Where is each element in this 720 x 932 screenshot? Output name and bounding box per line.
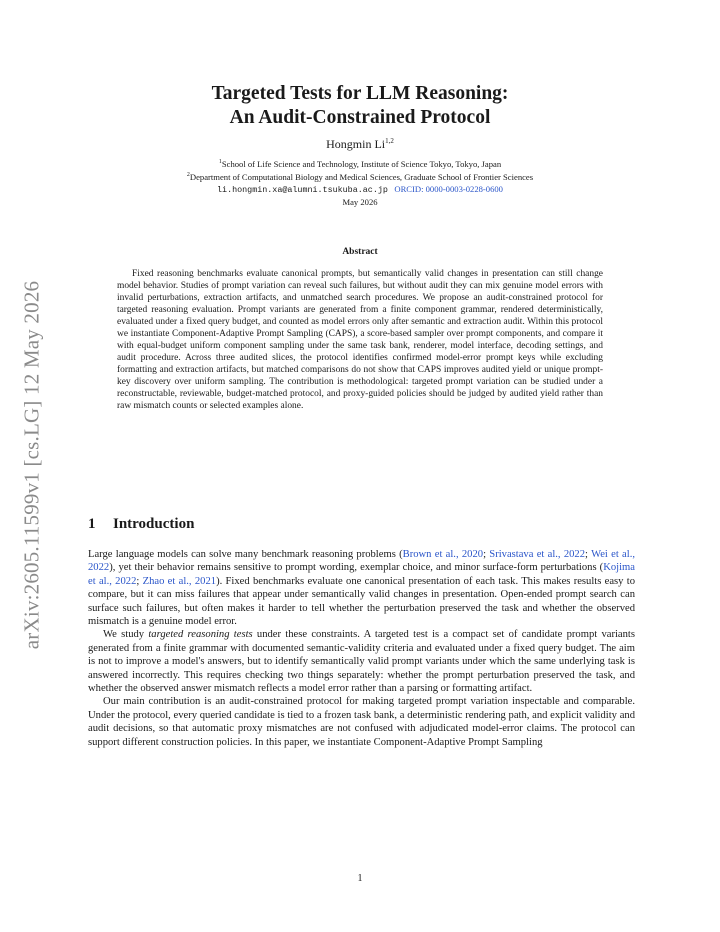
page-number: 1 (357, 873, 363, 884)
title-line-2: An Audit-Constrained Protocol (229, 107, 491, 128)
author-name: Hongmin Li (326, 137, 386, 151)
affiliation-2 (0, 170, 720, 183)
abstract-heading: Abstract (342, 247, 378, 257)
contact-line (0, 184, 720, 197)
orcid-link[interactable]: ORCID: 0000-0003-0228-0600 (394, 183, 503, 194)
intro-p1-text-1: Large language models can solve many benchmark reasoning problems ( (88, 549, 403, 560)
author-line (0, 137, 720, 152)
citation-wei-2022[interactable]: Wei et al., 2022 (88, 549, 635, 574)
paper-title (0, 82, 720, 130)
paper-date: May 2026 (342, 196, 378, 207)
intro-paragraph-1 (88, 548, 635, 628)
arxiv-identifier-stamp: arXiv:2605.11599v1 [cs.LG] 12 May 2026 (19, 280, 44, 650)
intro-paragraph-3: Our main contribution is an audit-constrained protocol for making targeted prompt variation inspectable and comparable. Under the protocol, every queried candidate is tied to a frozen task bank, a deterministic rendering path, and explicit validity and audit decisions, so that automatic proxy mismatches are not confused with adjudicated model-error claims. The protocol can support different construction policies. In this paper, we instantiate Component-Adaptive Prompt Sampling (88, 696, 635, 748)
citation-kojima-2022[interactable]: Kojima et al., 2022 (88, 562, 635, 587)
intro-p2-text-1: We study (103, 629, 149, 641)
title-line-1: Targeted Tests for LLM Reasoning: (211, 83, 509, 104)
author-email[interactable]: li.hongmin.xa@alumni.tsukuba.ac.jp (217, 184, 388, 195)
affiliation-2-mark: 2 (186, 172, 190, 179)
intro-p1-sep-3: ; (136, 575, 143, 587)
abstract-text: Fixed reasoning benchmarks evaluate canonical prompts, but semantically valid changes in presentation can still change model behavior. Studies of prompt variation can reveal such failures, but without audit they can mix genuine model errors with invalid perturbations, extraction artifacts, and unmatched search procedures. We propose an audit-constrained protocol for targeted reasoning evaluation. Prompt variants are generated from a finite component grammar, rendered deterministically, evaluated under a fixed query budget, and counted as model errors only after semantic and extraction audit. Within this protocol we instantiate Component-Adaptive Prompt Sampling (CAPS), a score-based sampler over prompt components, and compare it with equal-budget uniform component sampling under the same task bank, renderer, model interface, decoding settings, and audit procedure. Across three audited slices, the protocol identifies confirmed model-error prompt keys while excluding formatting and extraction artifacts, but matched comparisons do not show that CAPS improves audited yield or unique prompt-key discovery over uniform sampling. The contribution is methodological: targeted prompt variation can be studied under a reconstructable, reviewable, budget-matched protocol, and proxy-guided policies should be judged by audited yield rather than raw mismatch counts or selected examples alone. (117, 269, 603, 411)
intro-p2-text-2: under these constraints. A targeted test is a compact set of candidate prompt variants generated from a finite grammar with documented semantic-validity criteria and evaluated under a fixed query budget. The aim is not to improve a model's answers, but to identify semantically valid prompt variants under which the same underlying task is answered incorrectly. This requires checking two things separately: whether the prompt perturbation preserved the task, and whether the observed answer mismatch reflects a model error rather than a parsing or formatting artifact. (88, 629, 635, 695)
affiliation-2-text: Department of Computational Biology and Medical Sciences, Graduate School of Frontier Sciences (189, 172, 534, 183)
intro-p1-sep-1: ; (483, 549, 490, 560)
affiliations (0, 157, 720, 208)
affiliation-1-text: School of Life Science and Technology, Institute of Science Tokyo, Tokyo, Japan (221, 158, 502, 169)
affiliation-1 (0, 157, 720, 170)
intro-paragraph-2 (88, 628, 635, 695)
citation-srivastava-2022[interactable]: Srivastava et al., 2022 (489, 549, 586, 560)
citation-zhao-2021[interactable]: Zhao et al., 2021 (142, 575, 217, 587)
intro-p1-text-2: ), yet their behavior remains sensitive to prompt wording, exemplar choice, and minor surface-form perturbations ( (109, 562, 604, 574)
citation-brown-2020[interactable]: Brown et al., 2020 (402, 549, 484, 560)
intro-p1-text-3: ). Fixed benchmarks evaluate one canonical presentation of each task. This makes results easy to compare, but it can miss failures that appear under semantically valid changes in presentation. Open-ended prompt search can surface such failures, but often makes it harder to tell whether the perturbation preserved the task and whether the observed mismatch is a genuine model error. (88, 575, 636, 628)
introduction-body (88, 548, 635, 749)
intro-p2-emphasis: targeted reasoning tests (148, 629, 253, 641)
affiliation-1-mark: 1 (218, 159, 222, 165)
author-affiliation-marks: 1,2 (385, 137, 394, 145)
intro-p1-sep-2: ; (585, 549, 592, 560)
section-title: Introduction (113, 516, 195, 532)
section-number: 1 (88, 516, 96, 532)
section-heading (88, 516, 194, 533)
